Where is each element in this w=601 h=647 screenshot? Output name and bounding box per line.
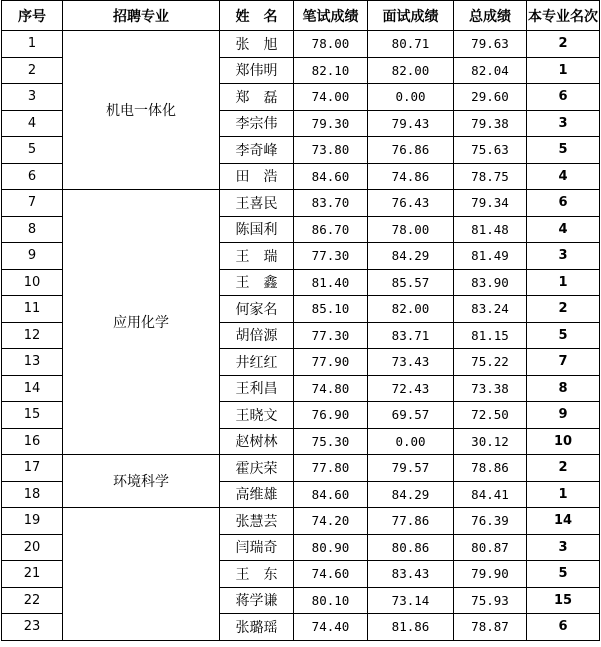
- cell-name: 何家名: [220, 296, 294, 323]
- cell-no: 14: [2, 375, 63, 402]
- cell-interview-score: 72.43: [368, 375, 454, 402]
- cell-written-score: 82.10: [294, 57, 368, 84]
- cell-no: 18: [2, 481, 63, 508]
- cell-no: 8: [2, 216, 63, 243]
- cell-major: 应用化学: [63, 190, 220, 455]
- cell-total-score: 75.63: [454, 137, 527, 164]
- cell-name: 蒋学谦: [220, 587, 294, 614]
- cell-interview-score: 78.00: [368, 216, 454, 243]
- cell-interview-score: 77.86: [368, 508, 454, 535]
- cell-no: 16: [2, 428, 63, 455]
- cell-no: 2: [2, 57, 63, 84]
- cell-name: 李奇峰: [220, 137, 294, 164]
- cell-name: 张 旭: [220, 31, 294, 58]
- cell-major: 机电一体化: [63, 31, 220, 190]
- cell-major-rank: 6: [527, 190, 600, 217]
- cell-written-score: 77.30: [294, 243, 368, 270]
- cell-interview-score: 82.00: [368, 57, 454, 84]
- cell-major: [63, 508, 220, 641]
- cell-major-rank: 10: [527, 428, 600, 455]
- cell-no: 3: [2, 84, 63, 111]
- cell-name: 胡倍源: [220, 322, 294, 349]
- cell-name: 郑 磊: [220, 84, 294, 111]
- cell-written-score: 77.80: [294, 455, 368, 482]
- cell-total-score: 82.04: [454, 57, 527, 84]
- cell-written-score: 74.40: [294, 614, 368, 641]
- cell-written-score: 75.30: [294, 428, 368, 455]
- cell-name: 王 鑫: [220, 269, 294, 296]
- cell-total-score: 83.24: [454, 296, 527, 323]
- cell-name: 张慧芸: [220, 508, 294, 535]
- cell-written-score: 80.10: [294, 587, 368, 614]
- cell-interview-score: 81.86: [368, 614, 454, 641]
- cell-interview-score: 69.57: [368, 402, 454, 429]
- cell-major-rank: 5: [527, 322, 600, 349]
- cell-interview-score: 80.86: [368, 534, 454, 561]
- cell-no: 10: [2, 269, 63, 296]
- cell-interview-score: 84.29: [368, 481, 454, 508]
- cell-interview-score: 0.00: [368, 84, 454, 111]
- header-written-score: 笔试成绩: [294, 1, 368, 31]
- cell-name: 赵树林: [220, 428, 294, 455]
- cell-name: 李宗伟: [220, 110, 294, 137]
- cell-name: 王 瑞: [220, 243, 294, 270]
- cell-total-score: 78.86: [454, 455, 527, 482]
- cell-name: 井红红: [220, 349, 294, 376]
- table-row: [2, 508, 600, 535]
- header-no: 序号: [2, 1, 63, 31]
- cell-major-rank: 1: [527, 481, 600, 508]
- cell-no: 21: [2, 561, 63, 588]
- cell-interview-score: 76.86: [368, 137, 454, 164]
- cell-no: 11: [2, 296, 63, 323]
- cell-written-score: 77.30: [294, 322, 368, 349]
- cell-total-score: 78.87: [454, 614, 527, 641]
- cell-name: 陈国利: [220, 216, 294, 243]
- cell-written-score: 74.60: [294, 561, 368, 588]
- cell-interview-score: 83.43: [368, 561, 454, 588]
- cell-interview-score: 80.71: [368, 31, 454, 58]
- cell-no: 15: [2, 402, 63, 429]
- cell-name: 霍庆荣: [220, 455, 294, 482]
- cell-no: 23: [2, 614, 63, 641]
- cell-interview-score: 83.71: [368, 322, 454, 349]
- cell-name: 王 东: [220, 561, 294, 588]
- cell-major-rank: 2: [527, 296, 600, 323]
- cell-written-score: 78.00: [294, 31, 368, 58]
- cell-no: 20: [2, 534, 63, 561]
- cell-major-rank: 4: [527, 163, 600, 190]
- cell-total-score: 76.39: [454, 508, 527, 535]
- table-row: [2, 455, 600, 482]
- cell-total-score: 75.93: [454, 587, 527, 614]
- cell-major-rank: 14: [527, 508, 600, 535]
- cell-no: 1: [2, 31, 63, 58]
- cell-total-score: 73.38: [454, 375, 527, 402]
- cell-written-score: 81.40: [294, 269, 368, 296]
- cell-interview-score: 85.57: [368, 269, 454, 296]
- cell-major-rank: 6: [527, 614, 600, 641]
- cell-total-score: 81.49: [454, 243, 527, 270]
- cell-written-score: 74.80: [294, 375, 368, 402]
- cell-total-score: 78.75: [454, 163, 527, 190]
- cell-total-score: 79.63: [454, 31, 527, 58]
- header-interview-score: 面试成绩: [368, 1, 454, 31]
- cell-major-rank: 5: [527, 137, 600, 164]
- cell-total-score: 79.90: [454, 561, 527, 588]
- table-row: [2, 31, 600, 58]
- cell-total-score: 72.50: [454, 402, 527, 429]
- cell-interview-score: 84.29: [368, 243, 454, 270]
- cell-written-score: 77.90: [294, 349, 368, 376]
- cell-major-rank: 3: [527, 534, 600, 561]
- cell-interview-score: 74.86: [368, 163, 454, 190]
- cell-major-rank: 2: [527, 455, 600, 482]
- cell-name: 郑伟明: [220, 57, 294, 84]
- cell-written-score: 74.00: [294, 84, 368, 111]
- cell-written-score: 79.30: [294, 110, 368, 137]
- cell-interview-score: 73.43: [368, 349, 454, 376]
- cell-total-score: 29.60: [454, 84, 527, 111]
- header-major: 招聘专业: [63, 1, 220, 31]
- cell-major: 环境科学: [63, 455, 220, 508]
- cell-name: 田 浩: [220, 163, 294, 190]
- cell-no: 17: [2, 455, 63, 482]
- cell-interview-score: 79.57: [368, 455, 454, 482]
- table-body: [2, 31, 600, 641]
- cell-no: 9: [2, 243, 63, 270]
- cell-interview-score: 0.00: [368, 428, 454, 455]
- results-table: [1, 0, 600, 641]
- cell-name: 王喜民: [220, 190, 294, 217]
- header-total-score: 总成绩: [454, 1, 527, 31]
- cell-written-score: 85.10: [294, 296, 368, 323]
- cell-written-score: 76.90: [294, 402, 368, 429]
- cell-total-score: 81.48: [454, 216, 527, 243]
- cell-major-rank: 2: [527, 31, 600, 58]
- cell-total-score: 79.34: [454, 190, 527, 217]
- cell-written-score: 84.60: [294, 163, 368, 190]
- cell-interview-score: 79.43: [368, 110, 454, 137]
- cell-no: 22: [2, 587, 63, 614]
- cell-total-score: 84.41: [454, 481, 527, 508]
- cell-total-score: 75.22: [454, 349, 527, 376]
- cell-total-score: 83.90: [454, 269, 527, 296]
- cell-written-score: 84.60: [294, 481, 368, 508]
- cell-major-rank: 1: [527, 269, 600, 296]
- cell-total-score: 79.38: [454, 110, 527, 137]
- cell-major-rank: 3: [527, 110, 600, 137]
- cell-major-rank: 4: [527, 216, 600, 243]
- cell-total-score: 81.15: [454, 322, 527, 349]
- cell-no: 13: [2, 349, 63, 376]
- cell-no: 4: [2, 110, 63, 137]
- cell-interview-score: 76.43: [368, 190, 454, 217]
- header-row: [2, 1, 600, 31]
- cell-major-rank: 15: [527, 587, 600, 614]
- cell-major-rank: 7: [527, 349, 600, 376]
- cell-major-rank: 3: [527, 243, 600, 270]
- cell-total-score: 30.12: [454, 428, 527, 455]
- cell-no: 7: [2, 190, 63, 217]
- cell-no: 19: [2, 508, 63, 535]
- cell-written-score: 83.70: [294, 190, 368, 217]
- cell-total-score: 80.87: [454, 534, 527, 561]
- cell-no: 12: [2, 322, 63, 349]
- cell-interview-score: 73.14: [368, 587, 454, 614]
- header-name: 姓 名: [220, 1, 294, 31]
- cell-interview-score: 82.00: [368, 296, 454, 323]
- header-major-rank: 本专业名次: [527, 1, 600, 31]
- cell-no: 6: [2, 163, 63, 190]
- cell-major-rank: 8: [527, 375, 600, 402]
- cell-name: 高维雄: [220, 481, 294, 508]
- cell-name: 王利昌: [220, 375, 294, 402]
- table-row: [2, 190, 600, 217]
- cell-major-rank: 5: [527, 561, 600, 588]
- cell-written-score: 74.20: [294, 508, 368, 535]
- cell-major-rank: 6: [527, 84, 600, 111]
- cell-written-score: 80.90: [294, 534, 368, 561]
- cell-no: 5: [2, 137, 63, 164]
- cell-written-score: 86.70: [294, 216, 368, 243]
- cell-name: 王晓文: [220, 402, 294, 429]
- cell-name: 闫瑞奇: [220, 534, 294, 561]
- cell-major-rank: 9: [527, 402, 600, 429]
- cell-major-rank: 1: [527, 57, 600, 84]
- cell-name: 张璐瑶: [220, 614, 294, 641]
- cell-written-score: 73.80: [294, 137, 368, 164]
